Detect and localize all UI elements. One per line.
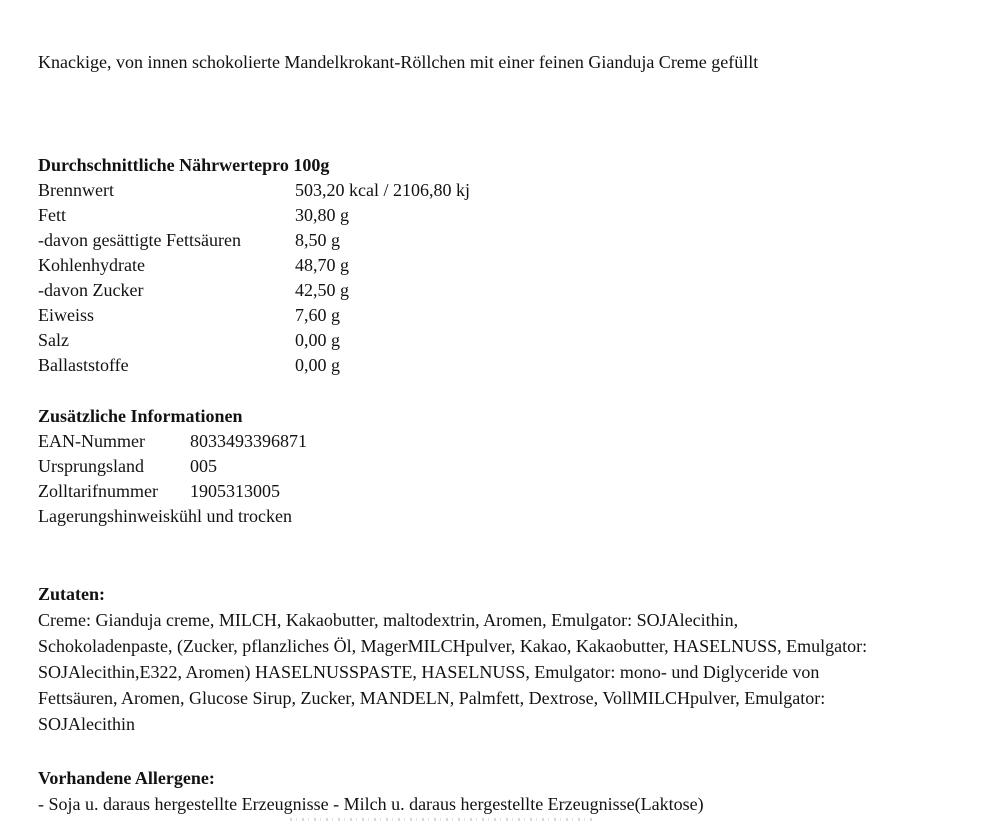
nutrition-row-value: 8,50 g: [295, 230, 340, 250]
additional-info-row: [38, 429, 992, 454]
nutrition-heading-suffix: pro 100g: [262, 155, 330, 175]
additional-info-row-label: Zolltarifnummer: [38, 481, 158, 501]
nutrition-row: [38, 178, 992, 203]
additional-info-section: [38, 404, 992, 529]
nutrition-row: [38, 278, 992, 303]
ingredients-line: Creme: Gianduja creme, MILCH, Kakaobutter, maltodextrin, Aromen, Emulgator: SOJAlecithin,: [38, 610, 739, 630]
nutrition-row: [38, 228, 992, 253]
nutrition-row-label: Salz: [38, 330, 69, 350]
nutrition-table: [38, 178, 992, 378]
nutrition-row-label: -davon Zucker: [38, 280, 144, 300]
ingredients-line: Fettsäuren, Aromen, Glucose Sirup, Zucker, MANDELN, Palmfett, Dextrose, VollMILCHpulver, Emulgator:: [38, 688, 826, 708]
nutrition-row: [38, 353, 992, 378]
nutrition-row-label: Kohlenhydrate: [38, 255, 145, 275]
nutrition-row-value: 7,60 g: [295, 305, 340, 325]
additional-info-row-label: Ursprungsland: [38, 456, 144, 476]
nutrition-row: [38, 303, 992, 328]
additional-info-row-label: Lagerungshinweis: [38, 506, 170, 526]
additional-info-row: [38, 504, 992, 529]
additional-info-row-value: kühl und trocken: [169, 506, 292, 526]
additional-info-row-value: 005: [190, 456, 217, 476]
nutrition-row-label: Eiweiss: [38, 305, 94, 325]
nutrition-row-value: 503,20 kcal / 2106,80 kj: [295, 180, 470, 200]
nutrition-row: [38, 253, 992, 278]
nutrition-row: [38, 328, 992, 353]
ingredients-heading: Zutaten:: [38, 584, 105, 604]
ingredients-section: [38, 581, 992, 737]
clipped-text-remnant: [290, 818, 592, 821]
nutrition-row: [38, 203, 992, 228]
additional-info-row: [38, 479, 992, 504]
ingredients-line: SOJAlecithin: [38, 714, 135, 734]
ingredients-paragraph: [38, 607, 992, 737]
allergens-section: [38, 765, 992, 817]
nutrition-row-label: Brennwert: [38, 180, 114, 200]
nutrition-row-label: Fett: [38, 205, 67, 225]
additional-info-row-value: 1905313005: [190, 481, 280, 501]
additional-info-row: [38, 454, 992, 479]
nutrition-row-label: -davon gesättigte Fettsäuren: [38, 230, 241, 250]
nutrition-heading: [38, 153, 992, 178]
additional-info-row-value: 8033493396871: [190, 431, 307, 451]
ingredients-line: SOJAlecithin,E322, Aromen) HASELNUSSPASTE, HASELNUSS, Emulgator: mono- und Diglyceride von: [38, 662, 820, 682]
allergens-heading: Vorhandene Allergene:: [38, 768, 215, 788]
nutrition-row-value: 42,50 g: [295, 280, 349, 300]
nutrition-row-label: Ballaststoffe: [38, 355, 129, 375]
additional-info-table: [38, 429, 992, 529]
additional-info-row-label: EAN-Nummer: [38, 431, 145, 451]
nutrition-heading-text: Durchschnittliche Nährwerte: [38, 155, 263, 175]
nutrition-row-value: 48,70 g: [295, 255, 349, 275]
nutrition-section: [38, 153, 992, 378]
additional-info-heading: Zusätzliche Informationen: [38, 406, 243, 426]
nutrition-row-value: 0,00 g: [295, 330, 340, 350]
allergens-line: - Soja u. daraus hergestellte Erzeugnisse - Milch u. daraus hergestellte Erzeugnisse(Laktose): [38, 794, 704, 814]
nutrition-row-value: 0,00 g: [295, 355, 340, 375]
ingredients-line: Schokoladenpaste, (Zucker, pflanzliches Öl, MagerMILCHpulver, Kakao, Kakaobutter, HASELNUSS, Emulgator:: [38, 636, 868, 656]
product-description: Knackige, von innen schokolierte Mandelkrokant-Röllchen mit einer feinen Gianduja Creme gefüllt: [38, 52, 759, 72]
nutrition-row-value: 30,80 g: [295, 205, 349, 225]
